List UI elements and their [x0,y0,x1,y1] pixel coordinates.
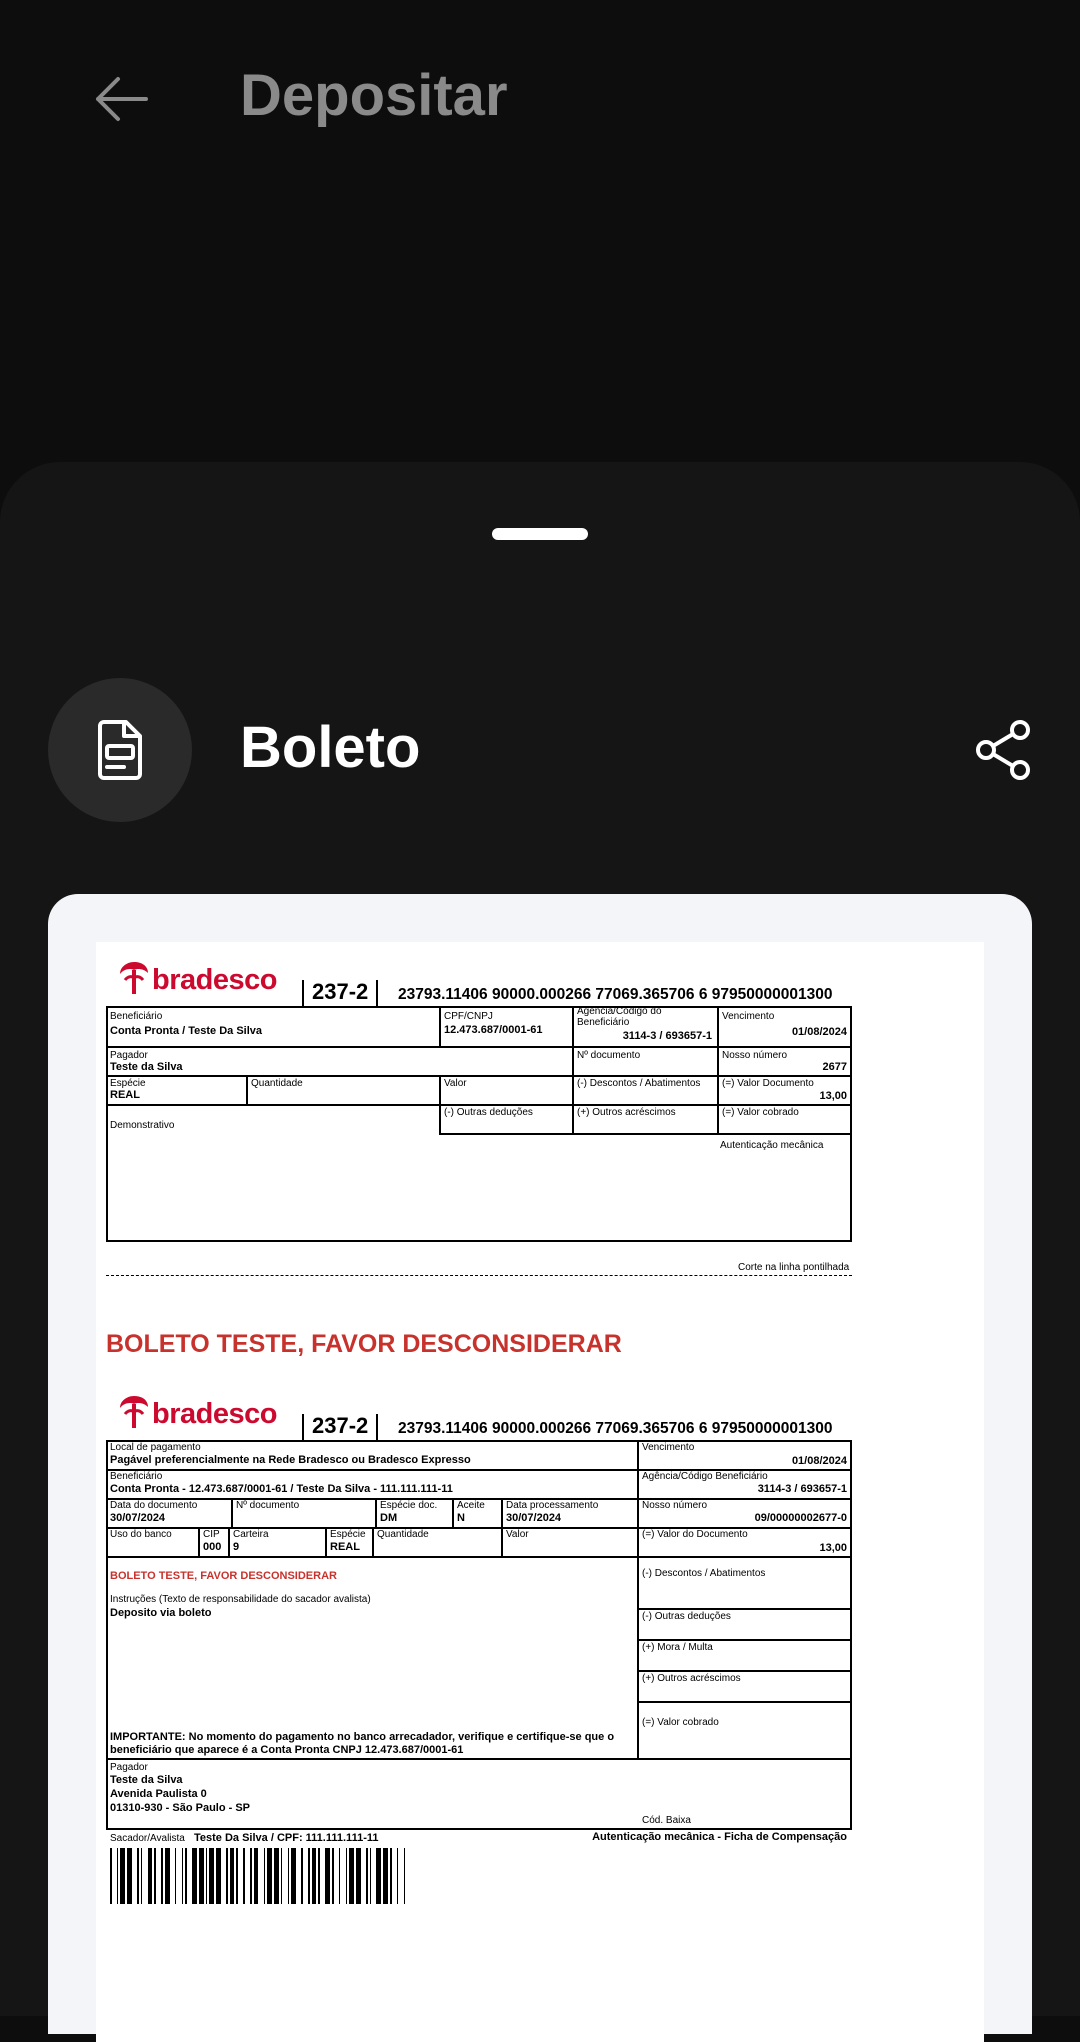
divider [376,980,378,1008]
barcode-bar [404,1848,406,1904]
pagador-value: Teste da Silva [110,1061,183,1073]
rule [106,1828,852,1830]
barcode-bar [185,1848,187,1904]
barcode-bar [332,1848,334,1904]
outras-deducoes-label: (-) Outras deduções [444,1107,533,1118]
valor-label: Valor [444,1078,467,1089]
barcode-bar [117,1848,119,1904]
pagador-nome: Teste da Silva [110,1774,183,1786]
bradesco-tree-icon [116,1394,152,1432]
slip-agencia-label: Agência/Código Beneficiário [642,1471,768,1482]
digitable-line: 23793.11406 90000.000266 77069.365706 6 97950000001300 [398,1420,833,1437]
sacador-value: Teste Da Silva / CPF: 111.111.111-11 [194,1832,379,1844]
rule [106,1046,852,1048]
barcode-bar [120,1848,125,1904]
cod-baixa-label: Cód. Baixa [642,1815,691,1826]
barcode-bar [175,1848,177,1904]
barcode-bar [216,1848,221,1904]
bradesco-logo [116,1394,286,1434]
arrow-left-icon[interactable] [92,74,152,124]
barcode-bar [127,1848,132,1904]
local-pagamento-label: Local de pagamento [110,1442,201,1453]
bank-name: bradesco [152,964,277,996]
barcode-bar [209,1848,214,1904]
barcode-bar [267,1848,272,1904]
slip-pagador-label: Pagador [110,1762,148,1773]
slip-nosso-numero-value: 09/00000002677-0 [754,1512,847,1524]
aceite-label: Aceite [457,1500,485,1511]
barcode-bar [318,1848,320,1904]
divider [302,980,304,1008]
pagador-endereco: Avenida Paulista 0 [110,1788,207,1800]
rule [439,1075,441,1134]
carteira-value: 9 [233,1541,240,1553]
bradesco-logo [116,960,286,1000]
rule [228,1527,230,1557]
agencia-label-2: Beneficiário [577,1017,630,1028]
barcode [110,1848,568,1904]
pagador-label: Pagador [110,1050,148,1061]
divider [302,1414,304,1442]
rule [106,1006,108,1241]
barcode-bar [356,1848,361,1904]
rule [439,1133,852,1135]
descontos-label: (-) Descontos / Abatimentos [577,1078,701,1089]
nosso-numero-label: Nosso número [722,1050,788,1061]
especie-value: REAL [110,1089,140,1101]
rule [637,1670,852,1672]
local-pagamento-value: Pagável preferencialmente na Rede Bradesco ou Bradesco Expresso [110,1454,471,1466]
cip-value: 000 [203,1541,222,1553]
especie-doc-label: Espécie doc. [380,1500,438,1511]
nosso-numero-value: 2677 [822,1061,847,1073]
slip-vencimento-value: 01/08/2024 [791,1455,847,1467]
rule [452,1498,454,1528]
rule [372,1527,374,1557]
barcode-bar [291,1848,296,1904]
boleto-document [96,942,984,2042]
barcode-bar [376,1848,381,1904]
barcode-bar [230,1848,235,1904]
barcode-bar [383,1848,388,1904]
rule [106,1440,108,1829]
pagador-cidade: 01310-930 - São Paulo - SP [110,1802,251,1814]
rule [375,1498,377,1528]
rule [325,1527,327,1557]
data-processamento-label: Data processamento [506,1500,599,1511]
rule [106,1440,852,1442]
rule [106,1556,852,1558]
agencia-value: 3114-3 / 693657-1 [622,1030,712,1042]
barcode-bar [312,1848,317,1904]
slip-valor-documento-label: (=) Valor do Documento [642,1529,748,1540]
rule [850,1440,852,1829]
n-documento-label: Nº documento [577,1050,641,1061]
rule [717,1006,719,1134]
instrucoes-label: Instruções (Texto de responsabilidade do sacador avalista) [110,1594,371,1605]
rule [637,1608,852,1610]
barcode-bar [110,1848,112,1904]
barcode-bar [390,1848,392,1904]
data-documento-label: Data do documento [110,1500,198,1511]
barcode-bar [199,1848,204,1904]
beneficiario-value: Conta Pronta / Teste Da Silva [110,1025,263,1037]
uso-banco-label: Uso do banco [110,1529,172,1540]
slip-especie-label: Espécie [330,1529,366,1540]
barcode-bar [226,1848,228,1904]
top-app-bar [0,0,1080,200]
sheet-drag-handle[interactable] [492,528,588,540]
barcode-bar [206,1848,208,1904]
beneficiario-label: Beneficiário [110,1011,163,1022]
barcode-bar [182,1848,184,1904]
bank-code: 237-2 [312,979,369,1004]
autenticacao-label: Autenticação mecânica [720,1140,824,1151]
rule [106,1075,852,1077]
barcode-bar [301,1848,303,1904]
barcode-bar [254,1848,259,1904]
data-documento-value: 30/07/2024 [110,1512,166,1524]
cip-label: CIP [203,1529,220,1540]
rule [637,1440,639,1759]
barcode-bar [192,1848,197,1904]
rule [106,1104,852,1106]
especie-doc-value: DM [380,1512,398,1524]
slip-valor-cobrado-label: (=) Valor cobrado [642,1717,719,1728]
rule [106,1758,852,1760]
agencia-label: Agência/Código do [577,1006,662,1017]
barcode-bar [165,1848,170,1904]
barcode-bar [236,1848,238,1904]
barcode-bar [370,1848,372,1904]
autenticacao-ficha: Autenticação mecânica - Ficha de Compensação [592,1831,847,1843]
slip-outras-deducoes-label: (-) Outras deduções [642,1611,731,1622]
mora-label: (+) Mora / Multa [642,1642,713,1653]
divider [376,1414,378,1442]
slip-valor-label: Valor [506,1529,529,1540]
rule [637,1701,852,1703]
instrucoes-value: Deposito via boleto [110,1607,212,1619]
rule [106,1240,852,1242]
data-processamento-value: 30/07/2024 [506,1512,562,1524]
aceite-value: N [457,1512,465,1524]
barcode-bar [141,1848,143,1904]
document-icon [92,720,148,780]
slip-vencimento-label: Vencimento [642,1442,695,1453]
corte-label: Corte na linha pontilhada [738,1262,850,1273]
rule [572,1006,574,1134]
barcode-bar [161,1848,163,1904]
barcode-bar [339,1848,341,1904]
page-title: Depositar [240,63,508,128]
rule [501,1498,503,1557]
barcode-bar [349,1848,354,1904]
barcode-bar [243,1848,245,1904]
sheet-title: Boleto [240,715,421,780]
rule [246,1075,248,1105]
rule [106,1006,852,1008]
slip-test-warning: BOLETO TESTE, FAVOR DESCONSIDERAR [110,1570,337,1582]
barcode-bar [325,1848,330,1904]
bank-code: 237-2 [312,1413,369,1438]
vencimento-label: Vencimento [722,1011,775,1022]
barcode-bar [137,1848,139,1904]
slip-n-documento-label: Nº documento [236,1500,300,1511]
digitable-line: 23793.11406 90000.000266 77069.365706 6 97950000001300 [398,986,833,1003]
slip-outros-acrescimos-label: (+) Outros acréscimos [642,1673,741,1684]
document-icon-container [48,678,192,822]
barcode-bar [281,1848,283,1904]
rule [231,1498,233,1528]
cpf-cnpj-value: 12.473.687/0001-61 [444,1024,543,1036]
importante-line-2: beneficiário que aparece é a Conta Pronta CNPJ 12.473.687/0001-61 [110,1744,464,1756]
slip-beneficiario-label: Beneficiário [110,1471,163,1482]
cut-line [106,1275,852,1276]
importante-line-1: IMPORTANTE: No momento do pagamento no banco arrecadador, verifique e certifique-se que o [110,1731,615,1743]
outros-acrescimos-label: (+) Outros acréscimos [577,1107,676,1118]
especie-label: Espécie [110,1078,146,1089]
barcode-bar [397,1848,399,1904]
slip-valor-documento-value: 13,00 [819,1542,847,1554]
barcode-bar [308,1848,310,1904]
cpf-cnpj-label: CPF/CNPJ [444,1011,493,1022]
share-icon[interactable] [974,720,1034,780]
rule [198,1527,200,1557]
barcode-bar [250,1848,252,1904]
barcode-bar [346,1848,348,1904]
rule [637,1639,852,1641]
barcode-bar [264,1848,266,1904]
barcode-bar [274,1848,279,1904]
demonstrativo-label: Demonstrativo [110,1120,175,1131]
barcode-bar [154,1848,156,1904]
vencimento-value: 01/08/2024 [791,1026,847,1038]
rule [439,1006,441,1047]
slip-beneficiario-value: Conta Pronta - 12.473.687/0001-61 / Teste Da Silva - 111.111.111-11 [110,1483,453,1495]
slip-especie-value: REAL [330,1541,360,1553]
sacador-label: Sacador/Avalista [110,1833,185,1844]
slip-nosso-numero-label: Nosso número [642,1500,708,1511]
bradesco-tree-icon [116,960,152,998]
slip-descontos-label: (-) Descontos / Abatimentos [642,1568,766,1579]
barcode-bar [148,1848,153,1904]
carteira-label: Carteira [233,1529,269,1540]
quantidade-label: Quantidade [251,1078,303,1089]
valor-cobrado-label: (=) Valor cobrado [722,1107,799,1118]
bank-name: bradesco [152,1398,277,1430]
test-warning: BOLETO TESTE, FAVOR DESCONSIDERAR [106,1330,622,1358]
barcode-bar [366,1848,368,1904]
slip-agencia-value: 3114-3 / 693657-1 [757,1483,847,1495]
rule [850,1006,852,1241]
valor-documento-label: (=) Valor Documento [722,1078,814,1089]
barcode-bar [288,1848,290,1904]
valor-documento-value: 13,00 [819,1090,847,1102]
slip-quantidade-label: Quantidade [377,1529,429,1540]
